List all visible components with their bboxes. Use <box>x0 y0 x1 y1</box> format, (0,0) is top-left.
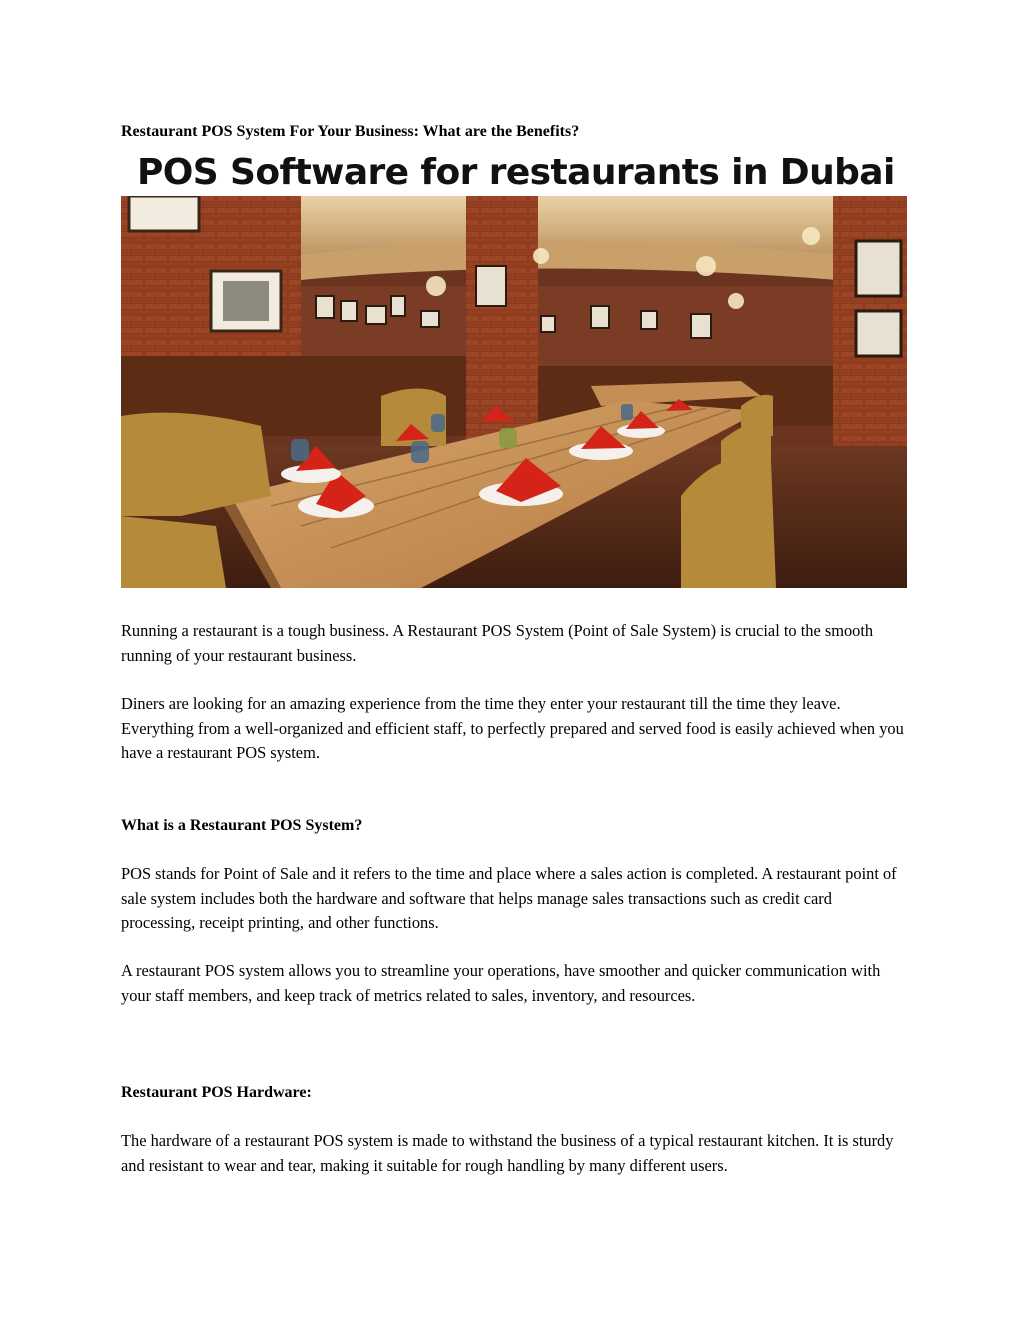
section-heading-what-is-pos: What is a Restaurant POS System? <box>121 817 363 834</box>
banner-title: POS Software for restaurants in Dubai <box>137 152 895 193</box>
article-title: Restaurant POS System For Your Business: What are the Benefits? <box>121 123 580 140</box>
intro-paragraph-2: Diners are looking for an amazing experience from the time they enter your restaurant till the time they leave. Everything from a well-organized and efficient staff, to perfectly prepared and served food is easily achieved when you have a restaurant POS system. <box>121 694 904 762</box>
intro-paragraph-1: Running a restaurant is a tough business. A Restaurant POS System (Point of Sale System) is crucial to the smooth running of your restaurant business. <box>121 621 874 665</box>
section1-paragraph-1: POS stands for Point of Sale and it refers to the time and place where a sales action is completed. A restaurant point of sale system includes both the hardware and software that helps manage sales transactions such as credit card processing, receipt printing, and other functions. <box>121 864 897 932</box>
section2-paragraph-1: The hardware of a restaurant POS system is made to withstand the business of a typical restaurant kitchen. It is sturdy and resistant to wear and tear, making it suitable for rough handling by many different users. <box>121 1131 894 1175</box>
section1-paragraph-2: A restaurant POS system allows you to streamline your operations, have smoother and quicker communication with your staff members, and keep track of metrics related to sales, inventory, and resources. <box>121 961 881 1005</box>
section-heading-pos-hardware: Restaurant POS Hardware: <box>121 1084 312 1101</box>
restaurant-interior-photo <box>121 196 907 588</box>
